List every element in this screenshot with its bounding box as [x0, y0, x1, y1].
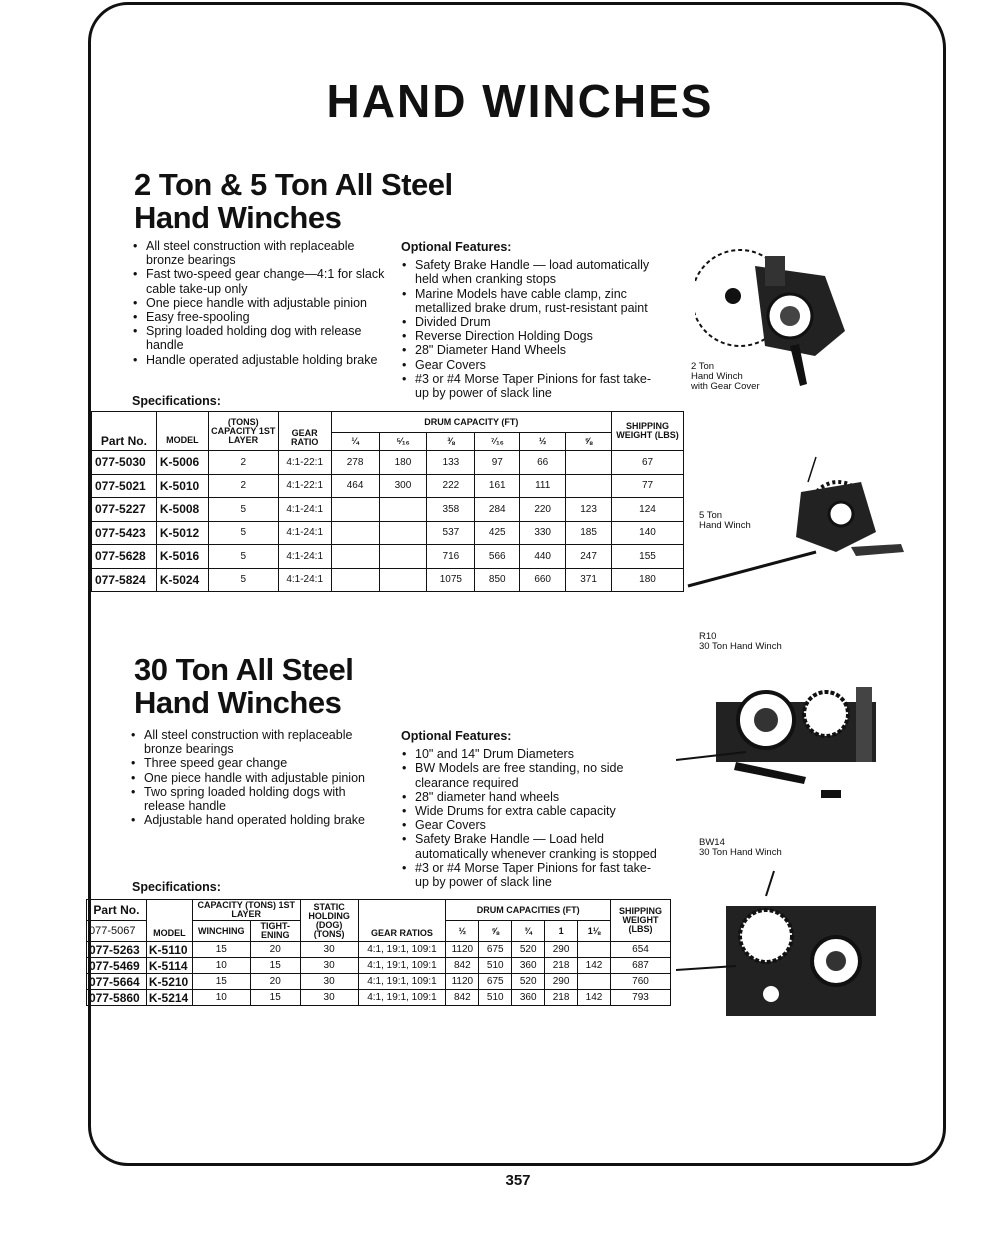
bullet-item: • Adjustable hand operated holding brake: [130, 813, 388, 827]
section1-spec-heading: Specifications:: [132, 394, 221, 408]
table-cell: 15: [250, 990, 300, 1006]
table-cell: 222: [427, 474, 475, 498]
drum-size-header: ¼: [331, 433, 379, 451]
table-cell: 360: [512, 990, 545, 1006]
bullet-item: • Divided Drum: [401, 315, 663, 329]
bullet-item: • 28" diameter hand wheels: [401, 790, 663, 804]
caption-two-ton-winch: [691, 362, 760, 392]
bullet-item: • One piece handle with adjustable pinion: [130, 771, 388, 785]
bullet-item: • All steel construction with replaceable bronze bearings: [130, 728, 388, 756]
table-cell: 654: [610, 942, 670, 958]
col-header-gear-ratios: GEAR RATIOS: [358, 900, 446, 942]
bullet-item: • One piece handle with adjustable pinion: [132, 296, 388, 310]
table-row: [92, 568, 684, 592]
model-cell: K-5012: [156, 521, 208, 545]
caption-line: 2 Ton: [691, 361, 715, 372]
bullet-item: • Two spring loaded holding dogs with release handle: [130, 785, 388, 813]
section1-optional-features: [401, 240, 663, 400]
table-cell: 5: [208, 498, 278, 522]
table-cell: 220: [520, 498, 566, 522]
section2-spec-table: [86, 899, 671, 1006]
drum-size-five-eighths: ⅝: [479, 921, 512, 942]
table-cell: 360: [512, 958, 545, 974]
table-cell: 10: [192, 958, 250, 974]
table-cell: 687: [610, 958, 670, 974]
bullet-item: • Gear Covers: [401, 818, 663, 832]
table-cell: 15: [192, 974, 250, 990]
drum-size-three-quarters: ¾: [512, 921, 545, 942]
table-row: [92, 521, 684, 545]
caption-line: with Gear Cover: [691, 381, 760, 392]
table-cell: 5: [208, 545, 278, 569]
table-cell: 180: [379, 451, 427, 475]
section1-heading: [134, 168, 453, 234]
part-number-cell: 077-5423: [92, 521, 157, 545]
table-cell: [331, 521, 379, 545]
table-cell: 278: [331, 451, 379, 475]
caption-line: 5 Ton: [699, 510, 723, 521]
table-cell: 842: [446, 958, 479, 974]
caption-line: Hand Winch: [699, 520, 751, 531]
table-row: [87, 942, 671, 958]
table-cell: 185: [566, 521, 612, 545]
col-header-tightening: TIGHT-ENING: [250, 921, 300, 942]
table-cell: 300: [379, 474, 427, 498]
part-number-cell: 077-5021: [92, 474, 157, 498]
table-cell: [379, 568, 427, 592]
col-header-model: MODEL: [146, 900, 192, 942]
table-cell: 358: [427, 498, 475, 522]
col-header-gear-ratio: GEAR RATIO: [278, 412, 331, 451]
table-row: [92, 545, 684, 569]
table-cell: [566, 474, 612, 498]
table-cell: 140: [612, 521, 684, 545]
table-cell: 566: [475, 545, 520, 569]
table-cell: 4:1-24:1: [278, 545, 331, 569]
section1-optional-heading: Optional Features:: [401, 240, 512, 254]
table-cell: 4:1-22:1: [278, 474, 331, 498]
table-row: [87, 958, 671, 974]
col-header-static-holding: STATIC HOLDING (DOG) (TONS): [300, 900, 358, 942]
col-header-drum-capacity: DRUM CAPACITY (FT): [331, 412, 611, 433]
table-cell: [578, 974, 611, 990]
col-header-part: Part No.: [92, 412, 157, 451]
part-number-cell: 077-5860: [87, 990, 147, 1006]
bullet-item: • BW Models are free standing, no side clearance required: [401, 761, 663, 789]
table-cell: 111: [520, 474, 566, 498]
table-row: [92, 451, 684, 475]
table-cell: 15: [250, 958, 300, 974]
table-cell: 2: [208, 474, 278, 498]
table-cell: [331, 568, 379, 592]
section2-heading-line1: 30 Ton All Steel: [134, 652, 354, 687]
table-cell: 15: [192, 942, 250, 958]
col-header-drum-capacities: DRUM CAPACITIES (FT): [446, 900, 611, 921]
table-cell: 2: [208, 451, 278, 475]
col-header-model: MODEL: [156, 412, 208, 451]
bullet-item: • Handle operated adjustable holding brake: [132, 353, 388, 367]
table-cell: [379, 545, 427, 569]
table-cell: 4:1-24:1: [278, 498, 331, 522]
table-cell: 1075: [427, 568, 475, 592]
table-cell: 142: [578, 990, 611, 1006]
table-cell: 510: [479, 990, 512, 1006]
table-row: [92, 474, 684, 498]
table-cell: 425: [475, 521, 520, 545]
section1-feature-list: [132, 239, 388, 367]
caption-line: R10: [699, 631, 717, 642]
table-cell: 20: [250, 974, 300, 990]
r10-winch-illustration: [676, 672, 906, 817]
table-cell: [566, 451, 612, 475]
section1-heading-line2: Hand Winches: [134, 200, 342, 235]
part-number-cell: 077-5469: [87, 958, 147, 974]
bullet-item: • All steel construction with replaceable bronze bearings: [132, 239, 388, 267]
bullet-item: • Easy free-spooling: [132, 310, 388, 324]
section1-heading-line1: 2 Ton & 5 Ton All Steel: [134, 167, 453, 202]
table-cell: 330: [520, 521, 566, 545]
table-cell: 4:1-24:1: [278, 568, 331, 592]
caption-five-ton-winch: [699, 511, 751, 531]
table-cell: 30: [300, 990, 358, 1006]
model-cell: K-5006: [156, 451, 208, 475]
model-cell: K-5010: [156, 474, 208, 498]
table-cell: 66: [520, 451, 566, 475]
drum-size-header: ⅝: [566, 433, 612, 451]
table-cell: 284: [475, 498, 520, 522]
table-cell: [331, 545, 379, 569]
part-number-cell: 077-5030: [92, 451, 157, 475]
bullet-item: • 10" and 14" Drum Diameters: [401, 747, 663, 761]
table-cell: 123: [566, 498, 612, 522]
col-header-winching: WINCHING: [192, 921, 250, 942]
table-cell: 30: [300, 942, 358, 958]
table-cell: 290: [545, 974, 578, 990]
model-cell: K-5016: [156, 545, 208, 569]
col-header-capacity: (TONS) CAPACITY 1ST LAYER: [208, 412, 278, 451]
table-row: [92, 498, 684, 522]
table-cell: 30: [300, 958, 358, 974]
table-cell: 4:1, 19:1, 109:1: [358, 958, 446, 974]
table-cell: 218: [545, 958, 578, 974]
table-cell: 5: [208, 568, 278, 592]
table-cell: 133: [427, 451, 475, 475]
table-cell: 180: [612, 568, 684, 592]
table-cell: 793: [610, 990, 670, 1006]
drum-size-header: ⁵⁄₁₆: [379, 433, 427, 451]
part-number-cell: 077-5824: [92, 568, 157, 592]
col-header-part: Part No.: [87, 900, 147, 921]
drum-size-one-eighth: 1⅛: [578, 921, 611, 942]
model-cell: K-5110: [146, 942, 192, 958]
bullet-item: • Gear Covers: [401, 358, 663, 372]
drum-size-header: ½: [520, 433, 566, 451]
table-cell: 142: [578, 958, 611, 974]
section2-spec-heading: Specifications:: [132, 880, 221, 894]
table-cell: 520: [512, 974, 545, 990]
bullet-item: • Marine Models have cable clamp, zinc metallized brake drum, rust-resistant paint: [401, 287, 663, 315]
bw14-winch-illustration: [676, 866, 896, 1051]
table-cell: 1120: [446, 974, 479, 990]
caption-line: BW14: [699, 837, 725, 848]
caption-line: Hand Winch: [691, 371, 743, 382]
page-title: HAND WINCHES: [326, 75, 714, 127]
table-cell: 124: [612, 498, 684, 522]
bullet-item: • Reverse Direction Holding Dogs: [401, 329, 663, 343]
page-number: 357: [505, 1172, 531, 1189]
bullet-item: • Safety Brake Handle — load automatically held when cranking stops: [401, 258, 663, 286]
table-cell: 247: [566, 545, 612, 569]
part-number-cell: 077-5664: [87, 974, 147, 990]
drum-size-one: 1: [545, 921, 578, 942]
drum-size-half: ½: [446, 921, 479, 942]
col-header-shipping-weight: SHIPPING WEIGHT (LBS): [610, 900, 670, 942]
table-cell: 464: [331, 474, 379, 498]
part-number-cell: 077-5227: [92, 498, 157, 522]
model-cell: K-5024: [156, 568, 208, 592]
col-header-capacity: CAPACITY (TONS) 1ST LAYER: [192, 900, 300, 921]
table-cell: 4:1, 19:1, 109:1: [358, 990, 446, 1006]
table-cell: 850: [475, 568, 520, 592]
table-cell: [379, 498, 427, 522]
table-cell: 97: [475, 451, 520, 475]
part-number-cell: 077-5628: [92, 545, 157, 569]
caption-line: 30 Ton Hand Winch: [699, 641, 782, 652]
drum-size-header: ⁷⁄₁₆: [475, 433, 520, 451]
section2-heading-line2: Hand Winches: [134, 685, 342, 720]
bullet-item: • #3 or #4 Morse Taper Pinions for fast take-up by power of slack line: [401, 861, 663, 889]
first-part-number: 077-5067: [87, 921, 147, 942]
table-cell: 30: [300, 974, 358, 990]
col-header-shipping-weight: SHIPPING WEIGHT (LBS): [612, 412, 684, 451]
bullet-item: • Three speed gear change: [130, 756, 388, 770]
part-number-cell: 077-5263: [87, 942, 147, 958]
table-cell: 4:1-22:1: [278, 451, 331, 475]
caption-r10-winch: [699, 632, 782, 652]
section2-feature-list: [130, 728, 388, 827]
table-cell: 440: [520, 545, 566, 569]
table-cell: 842: [446, 990, 479, 1006]
bullet-item: • Fast two-speed gear change—4:1 for slack cable take-up only: [132, 267, 388, 295]
table-cell: 218: [545, 990, 578, 1006]
table-cell: 67: [612, 451, 684, 475]
bullet-item: • #3 or #4 Morse Taper Pinions for fast take-up by power of slack line: [401, 372, 663, 400]
section1-spec-table: [91, 411, 684, 592]
bullet-item: • Safety Brake Handle — Load held automatically whenever cranking is stopped: [401, 832, 663, 860]
table-cell: 760: [610, 974, 670, 990]
table-cell: 675: [479, 942, 512, 958]
table-cell: [331, 498, 379, 522]
caption-bw14-winch: [699, 838, 782, 858]
table-cell: 537: [427, 521, 475, 545]
table-row: [87, 990, 671, 1006]
table-cell: 371: [566, 568, 612, 592]
model-cell: K-5214: [146, 990, 192, 1006]
section2-optional-features: [401, 729, 663, 889]
caption-line: 30 Ton Hand Winch: [699, 847, 782, 858]
table-row: [87, 974, 671, 990]
model-cell: K-5008: [156, 498, 208, 522]
table-cell: [379, 521, 427, 545]
drum-size-header: ⅜: [427, 433, 475, 451]
table-cell: [578, 942, 611, 958]
bullet-item: • Spring loaded holding dog with release handle: [132, 324, 388, 352]
table-cell: 20: [250, 942, 300, 958]
table-cell: 77: [612, 474, 684, 498]
table-cell: 1120: [446, 942, 479, 958]
table-cell: 660: [520, 568, 566, 592]
table-cell: 10: [192, 990, 250, 1006]
table-cell: 5: [208, 521, 278, 545]
bullet-item: • 28" Diameter Hand Wheels: [401, 343, 663, 357]
bullet-item: • Wide Drums for extra cable capacity: [401, 804, 663, 818]
model-cell: K-5114: [146, 958, 192, 974]
section2-heading: [134, 653, 353, 719]
table-cell: 161: [475, 474, 520, 498]
table-cell: 716: [427, 545, 475, 569]
table-cell: 4:1, 19:1, 109:1: [358, 942, 446, 958]
table-cell: 290: [545, 942, 578, 958]
table-cell: 4:1-24:1: [278, 521, 331, 545]
section2-optional-heading: Optional Features:: [401, 729, 512, 743]
table-cell: 510: [479, 958, 512, 974]
table-cell: 155: [612, 545, 684, 569]
table-cell: 4:1, 19:1, 109:1: [358, 974, 446, 990]
table-cell: 520: [512, 942, 545, 958]
model-cell: K-5210: [146, 974, 192, 990]
table-cell: 675: [479, 974, 512, 990]
